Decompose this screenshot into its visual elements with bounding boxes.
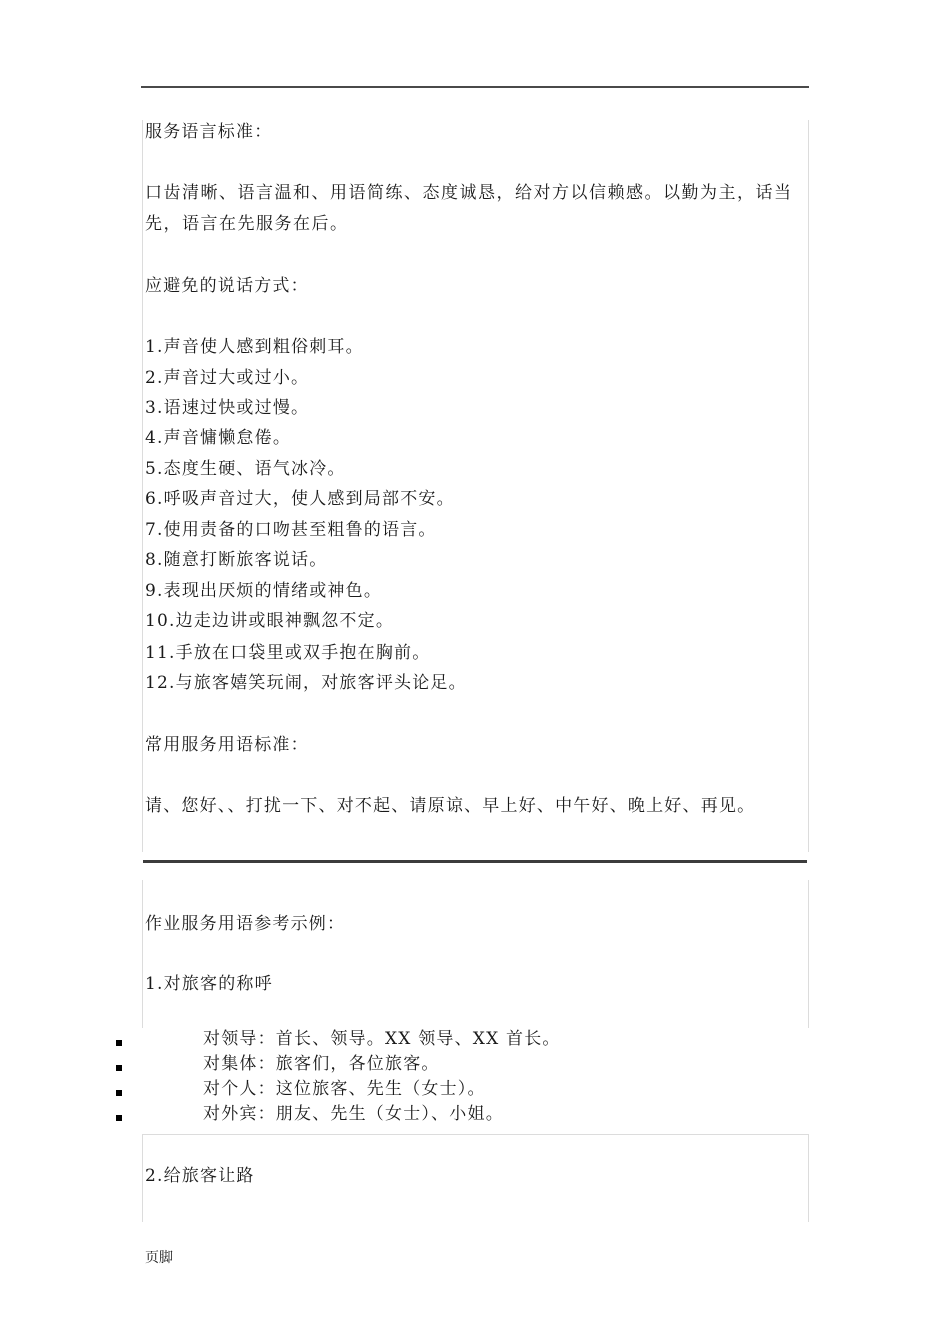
bullet-item: 对外宾：朋友、先生（女士）、小姐。 [203,1104,504,1124]
bullet-icon [116,1040,122,1046]
frame-line-right [808,880,809,1028]
bullet-icon [116,1115,122,1121]
section-heading-common-phrases: 常用服务用语标准： [145,735,309,755]
bullet-item: 对个人：这位旅客、先生（女士）。 [203,1079,486,1099]
common-phrases-text: 请、您好、、打扰一下、对不起、请原谅、早上好、中午好、晚上好、再见。 [145,796,756,816]
list-item: 3.语速过快或过慢。 [145,398,310,418]
list-item: 1.声音使人感到粗俗刺耳。 [145,337,364,357]
frame-line-left [142,880,143,1028]
frame-line-left [142,120,143,852]
bullet-icon [116,1065,122,1071]
list-item: 10.边走边讲或眼神飘忽不定。 [145,611,395,631]
bullet-icon [116,1090,122,1096]
section-heading-examples: 作业服务用语参考示例： [145,914,346,934]
list-item: 12.与旅客嬉笑玩闹，对旅客评头论足。 [145,673,467,693]
section-heading-avoid: 应避免的说话方式： [145,276,309,296]
bullet-item: 对集体：旅客们，各位旅客。 [203,1054,440,1074]
subheading-addressing: 1.对旅客的称呼 [145,974,273,994]
page-footer: 页脚 [145,1250,173,1266]
section-divider [143,860,807,863]
list-item: 2.声音过大或过小。 [145,368,310,388]
list-item: 7.使用责备的口吻甚至粗鲁的语言。 [145,520,437,540]
frame-line-left [142,1134,143,1222]
language-standard-paragraph: 口齿清晰、语言温和、用语简练、态度诚恳，给对方以信赖感。以勤为主，话当先，语言在先服务在后。 [145,183,793,234]
list-item: 9.表现出厌烦的情绪或神色。 [145,581,383,601]
frame-line-right [808,1134,809,1222]
bullet-item: 对领导：首长、领导。XX 领导、XX 首长。 [203,1029,561,1049]
subheading-give-way: 2.给旅客让路 [145,1166,255,1186]
section-heading-language-standard: 服务语言标准： [145,122,273,142]
list-item: 4.声音慵懒怠倦。 [145,428,292,448]
list-item: 5.态度生硬、语气冰冷。 [145,459,346,479]
list-item: 6.呼吸声音过大，使人感到局部不安。 [145,489,455,509]
header-rule [141,86,809,88]
list-item: 8.随意打断旅客说话。 [145,550,328,570]
list-item: 11.手放在口袋里或双手抱在胸前。 [145,643,431,663]
frame-line-top [142,1134,808,1135]
